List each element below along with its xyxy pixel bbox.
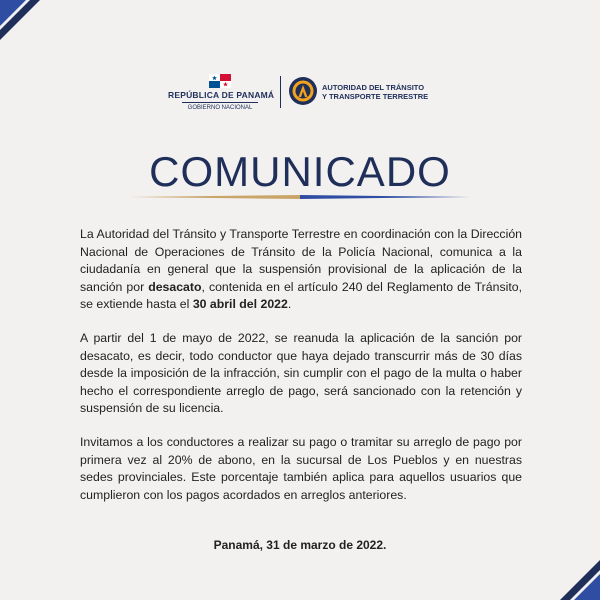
p1-bold-date: 30 abril del 2022 xyxy=(192,297,288,312)
p1-text-c: , contenida en el artículo 240 del Reglamento de Tránsito, se extiende hasta el xyxy=(80,279,522,312)
att-name-line2: Y TRANSPORTE TERRESTRE xyxy=(322,92,429,101)
att-name xyxy=(322,83,428,101)
att-logo-icon xyxy=(288,76,318,106)
header xyxy=(0,74,600,114)
paragraph-3: Invitamos a los conductores a realizar su pago o tramitar su arreglo de pago por primera vez al 20% de abono, en la sucursal de Los Pueblos y en nuestras sedes provinciales. Este porcentaje también aplica para aquellos usuarios que cumplieron con los pagos acordados en arreglos anteriores. xyxy=(80,434,522,502)
p1-text-e: . xyxy=(287,297,292,312)
body-text xyxy=(80,226,522,520)
paragraph-1 xyxy=(80,226,522,314)
page-title: COMUNICADO xyxy=(149,148,451,195)
p1-text-a: La Autoridad del Tránsito y Transporte Terrestre en coordinación con la Dirección Nacional de Operaciones de Tránsito de la Policía Nacional, comunica a la ciudadanía en general que la suspensión provisional de la aplicación de la sanción por xyxy=(80,227,522,294)
gov-block xyxy=(168,74,275,111)
corner-decoration-top-left xyxy=(0,0,60,60)
panama-flag-icon xyxy=(209,74,231,88)
gov-divider xyxy=(182,102,258,103)
title-underline xyxy=(130,193,470,201)
paragraph-2: A partir del 1 de mayo de 2022, se reanuda la aplicación de la sanción por desacato, es decir, todo conductor que haya dejado transcurrir más de 30 días desde la imposición de la infracción, sin cumplir con el pago de la multa o haber hecho el correspondiente arreglo de pago, será sancionado con la retención y suspensión de su licencia. xyxy=(80,330,522,416)
corner-decoration-bottom-right xyxy=(540,540,600,600)
header-divider xyxy=(280,76,281,108)
gov-subtitle: GOBIERNO NACIONAL xyxy=(187,105,253,111)
att-name-line1: AUTORIDAD DEL TRÁNSITO xyxy=(322,83,425,92)
p1-bold-desacato: desacato xyxy=(148,279,202,294)
signature-date: Panamá, 31 de marzo de 2022. xyxy=(213,538,387,552)
gov-title: REPÚBLICA DE PANAMÁ xyxy=(168,90,275,100)
